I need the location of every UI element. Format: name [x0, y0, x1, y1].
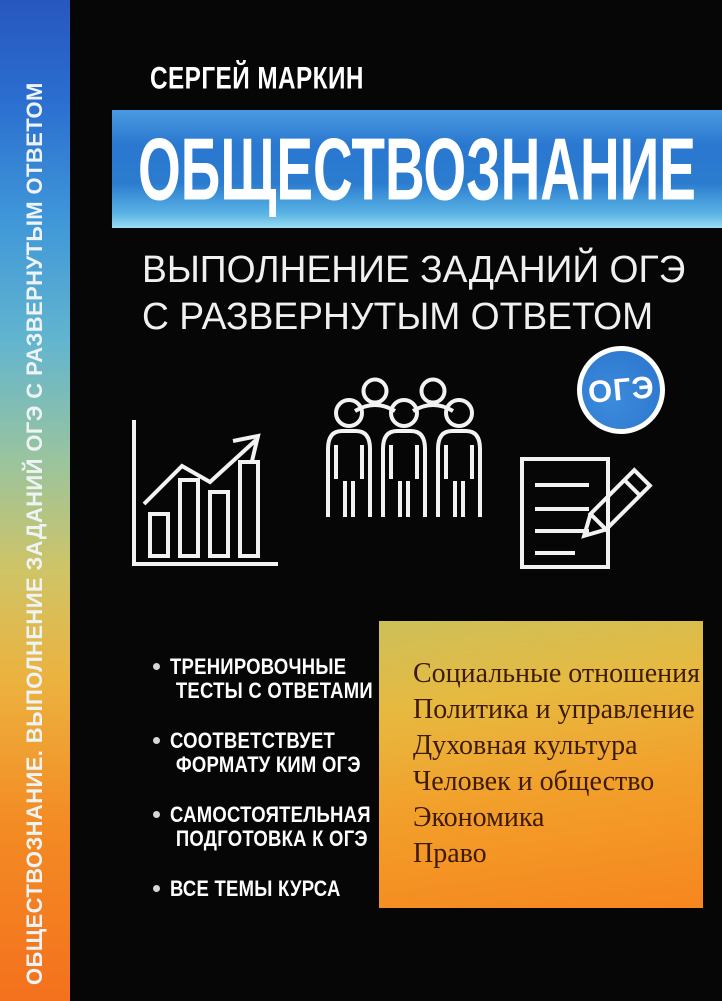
feature-item — [153, 729, 388, 777]
topic-item: Экономика — [413, 802, 545, 833]
title-band — [112, 110, 722, 228]
topic-item: Социальные отношения — [413, 658, 700, 689]
feature-line: ПОДГОТОВКА К ОГЭ — [175, 826, 368, 851]
spine-title: ОБЩЕСТВОЗНАНИЕ. ВЫПОЛНЕНИЕ ЗАДАНИЙ ОГЭ С РАЗВЕРНУТЫМ ОТВЕТОМ — [22, 82, 47, 985]
bar-chart-growth-icon — [130, 420, 280, 568]
feature-line: ТЕСТЫ С ОТВЕТАМИ — [175, 678, 373, 703]
topic-item: Духовная культура — [413, 730, 638, 761]
oge-badge — [577, 346, 665, 434]
subtitle-line: С РАЗВЕРНУТЫМ ОТВЕТОМ — [142, 296, 654, 338]
feature-line: ВСЕ ТЕМЫ КУРСА — [170, 876, 341, 901]
feature-item — [153, 655, 388, 703]
topic-item: Право — [413, 838, 487, 869]
topic-item: Политика и управление — [413, 694, 695, 725]
bullet-icon — [153, 737, 160, 744]
topics-box — [379, 621, 703, 908]
feature-line: СООТВЕТСТВУЕТ — [170, 728, 336, 753]
bullet-icon — [153, 663, 160, 670]
bullet-icon — [153, 811, 160, 818]
feature-line: ФОРМАТУ КИМ ОГЭ — [175, 752, 361, 777]
topic-item: Человек и общество — [413, 766, 655, 797]
bullet-icon — [153, 885, 160, 892]
book-title: ОБЩЕСТВОЗНАНИЕ — [138, 119, 696, 219]
spine — [0, 0, 70, 1001]
feature-line: САМОСТОЯТЕЛЬНАЯ — [170, 802, 371, 827]
oge-badge-label: ОГЭ — [586, 369, 656, 410]
author-name: СЕРГЕЙ МАРКИН — [150, 60, 364, 96]
document-with-pencil-icon — [519, 447, 655, 571]
subtitle-line: ВЫПОЛНЕНИЕ ЗАДАНИЙ ОГЭ — [142, 249, 686, 291]
people-group-icon — [322, 377, 486, 519]
feature-line: ТРЕНИРОВОЧНЫЕ — [170, 654, 347, 679]
feature-item — [153, 877, 388, 901]
book-subtitle — [142, 247, 685, 341]
feature-item — [153, 803, 388, 851]
feature-list — [153, 655, 388, 927]
